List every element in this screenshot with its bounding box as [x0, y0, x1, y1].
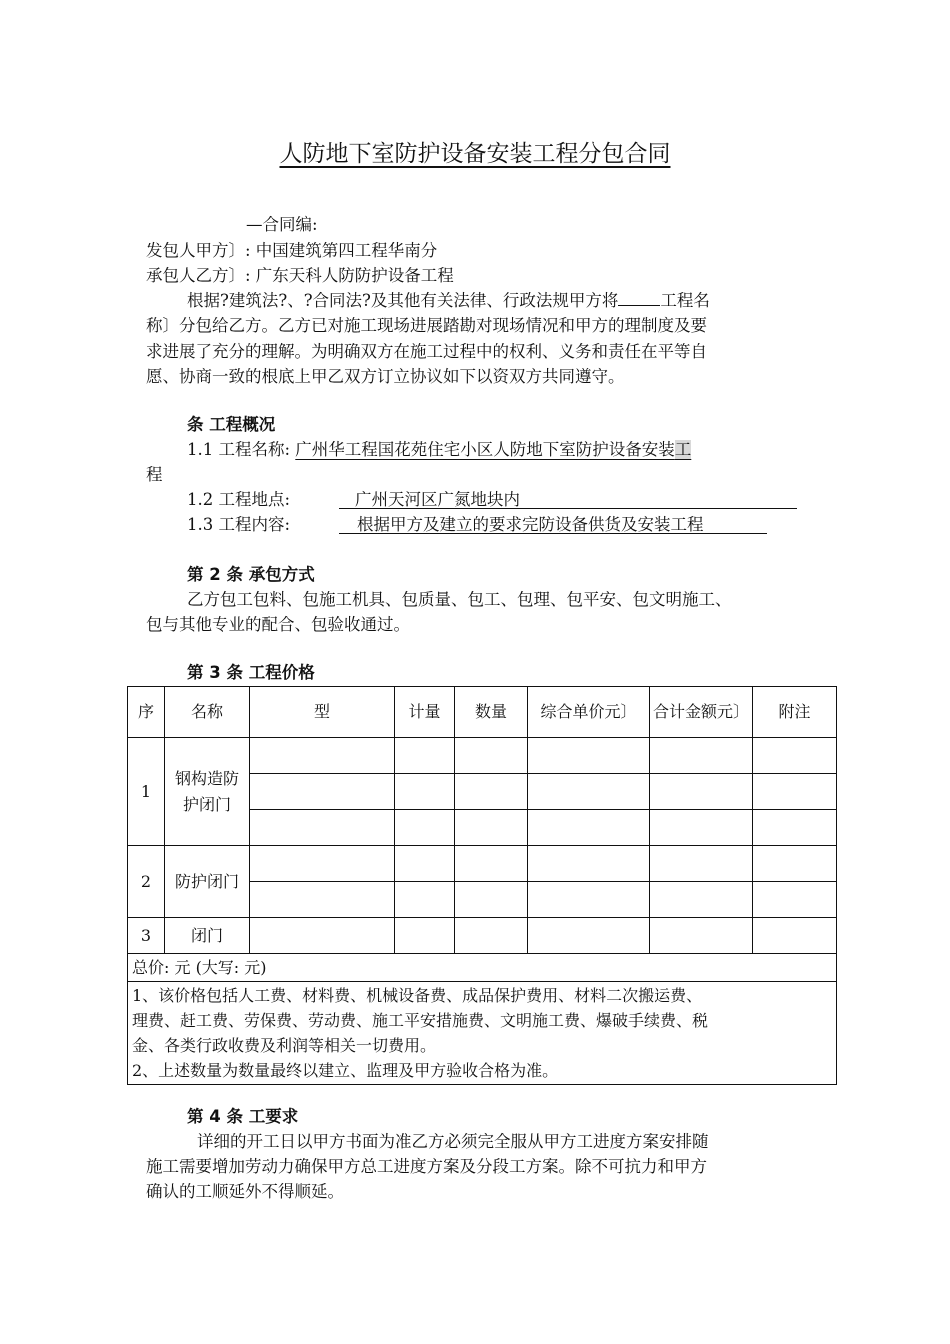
cell [650, 882, 753, 918]
cell [395, 738, 455, 774]
cell [395, 774, 455, 810]
header-name: 名称 [165, 687, 250, 738]
intro-line-2: 称〕分包给乙方。乙方已对施工现场进展踏勘对现场情况和甲方的理制度及要 [146, 316, 707, 335]
cell [250, 846, 395, 882]
project-scope-label: 1.3 工程内容: [187, 515, 291, 534]
header-qty: 数量 [455, 687, 528, 738]
header-unit-price: 综合单价元〕 [528, 687, 650, 738]
cell [395, 882, 455, 918]
cell [455, 882, 528, 918]
row-3-seq: 3 [128, 918, 165, 954]
party-a: 发包人甲方〕: 中国建筑第四工程华南分 [146, 241, 438, 260]
cell [395, 846, 455, 882]
article-4-heading: 第 4 条 工要求 [187, 1107, 299, 1126]
article-4-line-2: 施工需要增加劳动力确保甲方总工进度方案及分段工方案。除不可抗力和甲方 [146, 1157, 707, 1176]
price-notes [128, 982, 837, 1085]
cell [650, 810, 753, 846]
header-seq: 序 [128, 687, 165, 738]
article-2-line-2: 包与其他专业的配合、包验收通过。 [146, 615, 410, 634]
cell [250, 918, 395, 954]
cell [455, 846, 528, 882]
cell [528, 846, 650, 882]
intro-line-1-post: 工程名 [660, 291, 710, 310]
contract-title: 人防地下室防护设备安装工程分包合同 [279, 141, 671, 167]
notes-row [128, 982, 837, 1085]
intro-line-1-pre: 根据?建筑法?、?合同法?及其他有关法律、行政法规甲方将 [187, 291, 619, 310]
header-model: 型 [250, 687, 395, 738]
cell [650, 774, 753, 810]
cell [528, 918, 650, 954]
project-name-text: 广州华工程国花苑住宅小区人防地下室防护设备安装 [295, 440, 675, 459]
article-4-line-3: 确认的工顺延外不得顺延。 [146, 1182, 344, 1201]
article-3-heading: 第 3 条 工程价格 [187, 663, 315, 682]
header-unit: 计量 [395, 687, 455, 738]
row-2-seq: 2 [128, 846, 165, 918]
note-2: 2、上述数量为数量最终以建立、监理及甲方验收合格为准。 [132, 1061, 559, 1080]
header-total: 合计金额元〕 [650, 687, 753, 738]
article-2-line-1: 乙方包工包料、包施工机具、包质量、包工、包理、包平安、包文明施工、 [187, 590, 732, 609]
cell [753, 846, 837, 882]
cell [650, 738, 753, 774]
header-remark: 附注 [753, 687, 837, 738]
cell [528, 882, 650, 918]
cell [753, 882, 837, 918]
project-name-wrap: 程 [146, 465, 163, 484]
total-price-row [128, 954, 837, 982]
article-4-line-1: 详细的开工日以甲方书面为准乙方必须完全服从甲方工进度方案安排随 [197, 1132, 709, 1151]
cell [528, 738, 650, 774]
project-name-label: 1.1 工程名称: [187, 440, 291, 459]
project-site-value: 广州天河区广氮地块内 [355, 490, 520, 509]
cell [455, 774, 528, 810]
note-1-line-1: 1、该价格包括人工费、材料费、机械设备费、成品保护费用、材料二次搬运费、 [132, 986, 703, 1005]
cell [250, 774, 395, 810]
cell [395, 810, 455, 846]
project-name-row [187, 440, 691, 460]
project-site-row [187, 490, 290, 510]
cell [455, 918, 528, 954]
table-row [128, 918, 837, 954]
row-3-name: 闭门 [165, 918, 250, 954]
cell [250, 738, 395, 774]
cell [650, 918, 753, 954]
party-b: 承包人乙方〕: 广东天科人防防护设备工程 [146, 266, 454, 285]
intro-line-4: 愿、协商一致的根底上甲乙双方订立协议如下以资双方共同遵守。 [146, 367, 625, 386]
cell [650, 846, 753, 882]
note-1-line-2: 理费、赶工费、劳保费、劳动费、施工平安措施费、文明施工费、爆破手续费、税 [132, 1011, 709, 1030]
note-1-line-3: 金、各类行政收费及利润等相关一切费用。 [132, 1036, 437, 1055]
cell [395, 918, 455, 954]
project-name-value [295, 440, 691, 459]
project-name-blank [618, 291, 660, 306]
contract-no-label: —合同编: [246, 215, 318, 234]
cell [753, 774, 837, 810]
project-scope-value: 根据甲方及建立的要求完防设备供货及安装工程 [357, 515, 704, 534]
price-table [127, 686, 837, 1085]
table-row [128, 738, 837, 774]
cell [455, 810, 528, 846]
table-row [128, 846, 837, 882]
intro-line-3: 求进展了充分的理解。为明确双方在施工过程中的权利、义务和责任在平等自 [146, 342, 707, 361]
cell [455, 738, 528, 774]
article-2-heading: 第 2 条 承包方式 [187, 565, 315, 584]
project-site-label: 1.2 工程地点: [187, 490, 291, 509]
article-1-heading: 条 工程概况 [187, 415, 276, 434]
project-name-highlight: 工 [674, 440, 692, 459]
cell [753, 810, 837, 846]
row-1-seq: 1 [128, 738, 165, 846]
total-price: 总价: 元 (大写: 元) [128, 954, 837, 982]
intro-line-1 [187, 291, 710, 311]
row-1-name: 钢构造防护闭门 [165, 738, 250, 846]
cell [753, 738, 837, 774]
cell [528, 774, 650, 810]
cell [250, 810, 395, 846]
cell [528, 810, 650, 846]
cell [250, 882, 395, 918]
row-2-name: 防护闭门 [165, 846, 250, 918]
cell [753, 918, 837, 954]
project-scope-row [187, 515, 290, 535]
table-header-row [128, 687, 837, 738]
